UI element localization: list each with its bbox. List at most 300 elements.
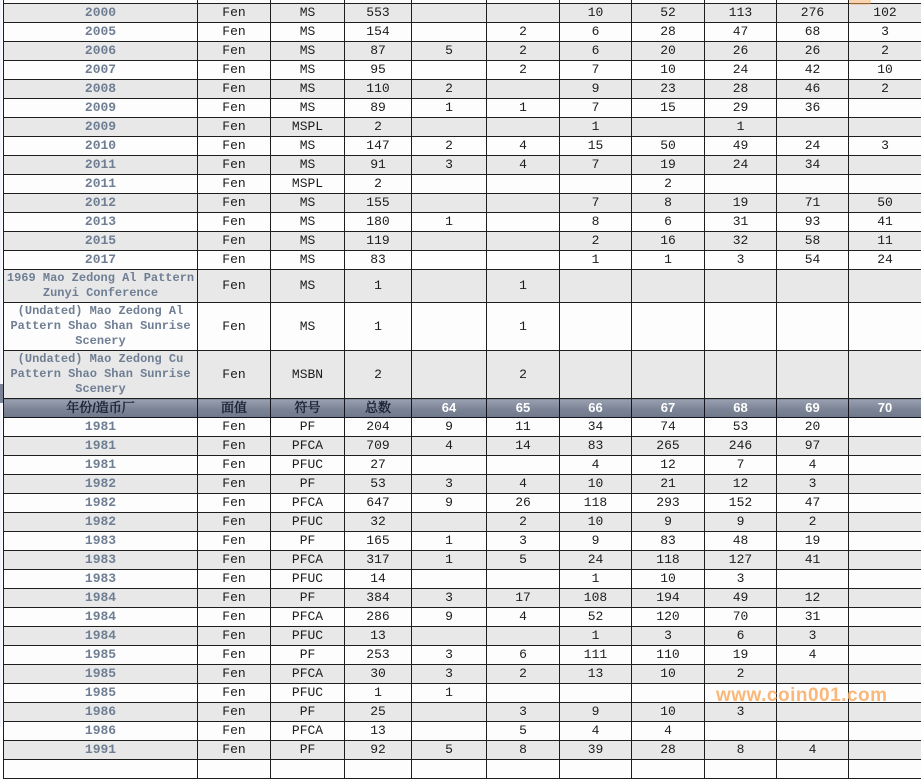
grade-count-cell (849, 513, 921, 532)
grade-count-cell: 68 (777, 23, 849, 42)
grade-count-cell (412, 118, 487, 137)
grade-count-cell: 9 (412, 608, 487, 627)
year-mint-link[interactable]: 1986 (4, 722, 198, 741)
grade-count-cell (849, 551, 921, 570)
column-header-66: 66 (560, 399, 632, 418)
column-header-67: 67 (632, 399, 705, 418)
denomination-cell: Fen (198, 456, 271, 475)
grade-count-cell (412, 513, 487, 532)
year-mint-link[interactable]: 1985 (4, 684, 198, 703)
grade-count-cell (487, 684, 560, 703)
denomination-cell: Fen (198, 703, 271, 722)
empty-cell (198, 760, 271, 779)
grade-symbol-cell: PF (271, 646, 345, 665)
grade-count-cell (487, 570, 560, 589)
table-row (4, 61, 921, 80)
table-row (4, 494, 921, 513)
grade-count-cell: 52 (560, 608, 632, 627)
denomination-cell: Fen (198, 589, 271, 608)
grade-count-cell: 17 (487, 589, 560, 608)
grade-count-cell: 3 (412, 475, 487, 494)
column-header-69: 69 (777, 399, 849, 418)
grade-count-cell: 50 (849, 194, 921, 213)
year-mint-link[interactable]: 1982 (4, 475, 198, 494)
grade-count-cell: 9 (705, 513, 777, 532)
year-mint-link[interactable]: 1986 (4, 703, 198, 722)
grade-count-cell: 6 (560, 42, 632, 61)
denomination-cell: Fen (198, 437, 271, 456)
year-mint-link[interactable]: 1969 Mao Zedong Al Pattern Zunyi Conference (4, 270, 198, 303)
grade-count-cell: 2 (487, 513, 560, 532)
grade-count-cell: 32 (705, 232, 777, 251)
grade-count-cell: 113 (705, 4, 777, 23)
column-header-70: 70 (849, 399, 921, 418)
year-mint-link[interactable]: 2007 (4, 61, 198, 80)
grade-symbol-cell: MS (271, 270, 345, 303)
grade-symbol-cell: MS (271, 194, 345, 213)
grade-count-cell (412, 456, 487, 475)
grade-count-cell: 74 (632, 418, 705, 437)
table-row (4, 23, 921, 42)
year-mint-link[interactable]: 1985 (4, 665, 198, 684)
grade-count-cell: 7 (560, 99, 632, 118)
grade-count-cell: 2 (849, 80, 921, 99)
grade-count-cell: 2 (632, 175, 705, 194)
grade-count-cell (632, 351, 705, 399)
grade-count-cell: 2 (849, 42, 921, 61)
grade-count-cell: 2 (560, 232, 632, 251)
table-row (4, 646, 921, 665)
grade-count-cell: 5 (487, 551, 560, 570)
year-mint-link[interactable]: 2008 (4, 80, 198, 99)
grade-count-cell: 3 (849, 137, 921, 156)
denomination-cell: Fen (198, 61, 271, 80)
grade-count-cell: 2 (487, 351, 560, 399)
grade-count-cell (849, 741, 921, 760)
grade-count-cell (412, 251, 487, 270)
grade-symbol-cell: PFUC (271, 513, 345, 532)
year-mint-link[interactable]: 1981 (4, 456, 198, 475)
grade-count-cell (777, 570, 849, 589)
grade-count-cell: 24 (560, 551, 632, 570)
grade-count-cell (777, 303, 849, 351)
denomination-cell: Fen (198, 627, 271, 646)
grade-count-cell: 3 (412, 646, 487, 665)
grade-symbol-cell: MS (271, 80, 345, 99)
grade-count-cell: 52 (632, 4, 705, 23)
grade-count-cell: 24 (777, 137, 849, 156)
denomination-cell: Fen (198, 494, 271, 513)
grade-count-cell: 1 (412, 99, 487, 118)
pf-section-rows (4, 418, 921, 779)
year-mint-link[interactable]: 1982 (4, 513, 198, 532)
table-row (4, 99, 921, 118)
denomination-cell: Fen (198, 80, 271, 99)
total-count-cell: 154 (345, 23, 412, 42)
grade-symbol-cell: PFCA (271, 551, 345, 570)
column-header-symbol: 符号 (271, 399, 345, 418)
grade-count-cell: 9 (412, 494, 487, 513)
grade-count-cell (849, 722, 921, 741)
grade-count-cell: 2 (777, 513, 849, 532)
year-mint-link[interactable]: 2009 (4, 118, 198, 137)
grade-count-cell (487, 251, 560, 270)
grade-count-cell (849, 589, 921, 608)
table-row (4, 270, 921, 303)
grade-count-cell: 9 (560, 80, 632, 99)
grade-count-cell: 21 (632, 475, 705, 494)
table-row (4, 156, 921, 175)
table-row (4, 351, 921, 399)
grade-count-cell: 118 (632, 551, 705, 570)
grade-count-cell: 10 (632, 665, 705, 684)
total-count-cell: 2 (345, 351, 412, 399)
clipped-row (4, 760, 921, 779)
year-mint-link[interactable]: 1991 (4, 741, 198, 760)
grade-count-cell (412, 270, 487, 303)
grade-count-cell: 3 (412, 665, 487, 684)
grade-count-cell: 1 (412, 213, 487, 232)
year-mint-link[interactable]: 1982 (4, 494, 198, 513)
coin-census-table (3, 0, 921, 779)
table-row (4, 175, 921, 194)
empty-cell (4, 760, 198, 779)
year-mint-link[interactable]: 2005 (4, 23, 198, 42)
grade-count-cell (412, 232, 487, 251)
year-mint-link[interactable]: 1984 (4, 589, 198, 608)
grade-symbol-cell: PF (271, 475, 345, 494)
grade-count-cell: 2 (412, 80, 487, 99)
grade-count-cell: 49 (705, 137, 777, 156)
year-mint-link[interactable]: 2009 (4, 99, 198, 118)
year-mint-link[interactable]: 2015 (4, 232, 198, 251)
year-mint-link[interactable]: 2010 (4, 137, 198, 156)
table-row (4, 665, 921, 684)
grade-count-cell: 12 (705, 475, 777, 494)
grade-count-cell (849, 532, 921, 551)
grade-symbol-cell: MS (271, 4, 345, 23)
grade-symbol-cell: PF (271, 532, 345, 551)
grade-count-cell: 3 (705, 570, 777, 589)
grade-count-cell: 13 (560, 665, 632, 684)
total-count-cell: 89 (345, 99, 412, 118)
grade-count-cell: 1 (560, 118, 632, 137)
empty-cell (560, 760, 632, 779)
grade-count-cell: 3 (777, 475, 849, 494)
grade-count-cell: 7 (560, 61, 632, 80)
column-header-denomination: 面值 (198, 399, 271, 418)
grade-count-cell: 4 (777, 456, 849, 475)
year-mint-link[interactable]: 1983 (4, 551, 198, 570)
grade-count-cell: 4 (487, 156, 560, 175)
watermark-fragment (849, 0, 871, 5)
grade-count-cell: 11 (487, 418, 560, 437)
year-mint-link[interactable]: 1981 (4, 437, 198, 456)
grade-count-cell (487, 175, 560, 194)
grade-count-cell: 34 (777, 156, 849, 175)
grade-count-cell: 2 (487, 23, 560, 42)
grade-count-cell: 276 (777, 4, 849, 23)
year-mint-link[interactable]: 1983 (4, 570, 198, 589)
grade-count-cell: 10 (632, 570, 705, 589)
grade-count-cell: 15 (560, 137, 632, 156)
year-mint-link[interactable]: 2011 (4, 175, 198, 194)
grade-count-cell: 47 (705, 23, 777, 42)
grade-count-cell: 70 (705, 608, 777, 627)
grade-count-cell: 10 (560, 475, 632, 494)
denomination-cell: Fen (198, 118, 271, 137)
grade-count-cell: 47 (777, 494, 849, 513)
grade-count-cell (849, 99, 921, 118)
grade-count-cell (412, 61, 487, 80)
grade-count-cell (849, 303, 921, 351)
grade-symbol-cell: PFUC (271, 456, 345, 475)
total-count-cell: 27 (345, 456, 412, 475)
table-row (4, 42, 921, 61)
grade-count-cell: 31 (705, 213, 777, 232)
table-row (4, 194, 921, 213)
year-mint-link[interactable]: 1984 (4, 627, 198, 646)
grade-count-cell: 118 (560, 494, 632, 513)
grade-count-cell: 3 (412, 156, 487, 175)
grade-count-cell: 127 (705, 551, 777, 570)
grade-symbol-cell: MSBN (271, 351, 345, 399)
grade-count-cell: 1 (560, 251, 632, 270)
total-count-cell: 14 (345, 570, 412, 589)
empty-cell (849, 760, 921, 779)
grade-count-cell: 8 (632, 194, 705, 213)
table-row (4, 513, 921, 532)
year-mint-link[interactable]: 1981 (4, 418, 198, 437)
grade-count-cell: 54 (777, 251, 849, 270)
grade-count-cell (777, 118, 849, 137)
year-mint-link[interactable]: 1983 (4, 532, 198, 551)
year-mint-link[interactable]: 2000 (4, 4, 198, 23)
grade-count-cell (849, 494, 921, 513)
coin001-watermark: www.coin001.com (716, 685, 916, 707)
year-mint-link[interactable]: 2011 (4, 156, 198, 175)
grade-count-cell: 46 (777, 80, 849, 99)
grade-count-cell (412, 627, 487, 646)
grade-count-cell: 26 (487, 494, 560, 513)
grade-count-cell (412, 175, 487, 194)
grade-count-cell: 5 (412, 42, 487, 61)
grade-count-cell: 58 (777, 232, 849, 251)
table-row (4, 118, 921, 137)
grade-count-cell (777, 722, 849, 741)
grade-symbol-cell: MS (271, 137, 345, 156)
grade-count-cell: 246 (705, 437, 777, 456)
grade-count-cell: 111 (560, 646, 632, 665)
table-row (4, 741, 921, 760)
grade-count-cell: 120 (632, 608, 705, 627)
column-header-68: 68 (705, 399, 777, 418)
year-mint-link[interactable]: 1984 (4, 608, 198, 627)
grade-count-cell: 110 (632, 646, 705, 665)
grade-count-cell (487, 232, 560, 251)
grade-count-cell (487, 194, 560, 213)
grade-count-cell: 36 (777, 99, 849, 118)
total-count-cell: 384 (345, 589, 412, 608)
denomination-cell: Fen (198, 351, 271, 399)
grade-count-cell: 8 (487, 741, 560, 760)
grade-count-cell: 20 (632, 42, 705, 61)
grade-count-cell: 29 (705, 99, 777, 118)
empty-cell (345, 760, 412, 779)
grade-symbol-cell: PF (271, 741, 345, 760)
table-row (4, 80, 921, 99)
grade-count-cell (849, 665, 921, 684)
grade-count-cell (849, 118, 921, 137)
grade-count-cell: 24 (849, 251, 921, 270)
year-mint-link[interactable]: (Undated) Mao Zedong Al Pattern Shao Shan Sunrise Scenery (4, 303, 198, 351)
grade-count-cell (560, 351, 632, 399)
denomination-cell: Fen (198, 513, 271, 532)
grade-count-cell (849, 456, 921, 475)
denomination-cell: Fen (198, 722, 271, 741)
grade-count-cell (412, 570, 487, 589)
total-count-cell: 180 (345, 213, 412, 232)
grade-count-cell: 9 (560, 532, 632, 551)
grade-count-cell (632, 270, 705, 303)
grade-count-cell (849, 570, 921, 589)
table-row (4, 475, 921, 494)
total-count-cell: 647 (345, 494, 412, 513)
grade-count-cell: 28 (632, 741, 705, 760)
grade-count-cell: 10 (560, 513, 632, 532)
denomination-cell: Fen (198, 194, 271, 213)
grade-count-cell (412, 4, 487, 23)
table-row (4, 418, 921, 437)
empty-cell (777, 760, 849, 779)
denomination-cell: Fen (198, 23, 271, 42)
year-mint-link[interactable]: 2012 (4, 194, 198, 213)
total-count-cell: 1 (345, 684, 412, 703)
year-mint-link[interactable]: (Undated) Mao Zedong Cu Pattern Shao Shan Sunrise Scenery (4, 351, 198, 399)
grade-symbol-cell: PF (271, 418, 345, 437)
grade-count-cell (777, 665, 849, 684)
table-row (4, 532, 921, 551)
total-count-cell: 13 (345, 627, 412, 646)
grade-count-cell (849, 175, 921, 194)
grade-count-cell: 10 (849, 61, 921, 80)
grade-count-cell (487, 4, 560, 23)
grade-count-cell: 9 (560, 703, 632, 722)
denomination-cell: Fen (198, 532, 271, 551)
grade-symbol-cell: PF (271, 703, 345, 722)
grade-count-cell: 24 (705, 156, 777, 175)
grade-count-cell: 20 (777, 418, 849, 437)
denomination-cell: Fen (198, 42, 271, 61)
grade-count-cell: 28 (632, 23, 705, 42)
grade-count-cell (412, 303, 487, 351)
grade-count-cell: 9 (632, 513, 705, 532)
grade-count-cell (560, 175, 632, 194)
grade-count-cell: 4 (632, 722, 705, 741)
grade-count-cell: 41 (849, 213, 921, 232)
empty-cell (632, 760, 705, 779)
year-mint-link[interactable]: 2006 (4, 42, 198, 61)
grade-count-cell: 5 (487, 722, 560, 741)
denomination-cell: Fen (198, 665, 271, 684)
grade-count-cell: 1 (412, 551, 487, 570)
grade-count-cell: 1 (560, 570, 632, 589)
grade-count-cell: 3 (705, 251, 777, 270)
grade-count-cell (849, 646, 921, 665)
table-row (4, 232, 921, 251)
grade-count-cell (777, 351, 849, 399)
grade-count-cell: 5 (412, 741, 487, 760)
total-count-cell: 25 (345, 703, 412, 722)
grade-count-cell (849, 270, 921, 303)
grade-count-cell (560, 684, 632, 703)
grade-count-cell: 265 (632, 437, 705, 456)
year-mint-link[interactable]: 1985 (4, 646, 198, 665)
grade-symbol-cell: MS (271, 251, 345, 270)
grade-count-cell: 24 (705, 61, 777, 80)
grade-count-cell: 34 (560, 418, 632, 437)
table-row (4, 437, 921, 456)
grade-count-cell (705, 351, 777, 399)
grade-symbol-cell: MSPL (271, 175, 345, 194)
grade-count-cell (412, 722, 487, 741)
grade-count-cell: 42 (777, 61, 849, 80)
total-count-cell: 110 (345, 80, 412, 99)
grade-count-cell: 1 (705, 118, 777, 137)
total-count-cell: 2 (345, 175, 412, 194)
year-mint-link[interactable]: 2013 (4, 213, 198, 232)
grade-symbol-cell: MS (271, 61, 345, 80)
grade-count-cell (487, 213, 560, 232)
table-row (4, 251, 921, 270)
grade-count-cell (412, 703, 487, 722)
grade-count-cell: 4 (560, 722, 632, 741)
grade-count-cell: 8 (560, 213, 632, 232)
denomination-cell: Fen (198, 156, 271, 175)
grade-count-cell: 1 (412, 532, 487, 551)
grade-symbol-cell: PFUC (271, 684, 345, 703)
total-count-cell: 91 (345, 156, 412, 175)
empty-cell (271, 760, 345, 779)
table-row (4, 456, 921, 475)
grade-count-cell: 3 (632, 627, 705, 646)
grade-count-cell: 28 (705, 80, 777, 99)
total-count-cell: 317 (345, 551, 412, 570)
grade-symbol-cell: PFCA (271, 437, 345, 456)
total-count-cell: 30 (345, 665, 412, 684)
grade-count-cell: 7 (560, 156, 632, 175)
grade-count-cell (412, 194, 487, 213)
year-mint-link[interactable]: 2017 (4, 251, 198, 270)
total-count-cell: 147 (345, 137, 412, 156)
grade-count-cell: 9 (412, 418, 487, 437)
denomination-cell: Fen (198, 418, 271, 437)
total-count-cell: 1 (345, 270, 412, 303)
grade-count-cell: 23 (632, 80, 705, 99)
grade-count-cell: 4 (487, 475, 560, 494)
grade-count-cell: 16 (632, 232, 705, 251)
grade-count-cell: 152 (705, 494, 777, 513)
grade-count-cell (849, 475, 921, 494)
denomination-cell: Fen (198, 608, 271, 627)
grade-count-cell (560, 303, 632, 351)
total-count-cell: 83 (345, 251, 412, 270)
grade-symbol-cell: MS (271, 232, 345, 251)
grade-count-cell: 19 (705, 646, 777, 665)
denomination-cell: Fen (198, 551, 271, 570)
grade-count-cell: 14 (487, 437, 560, 456)
grade-count-cell: 50 (632, 137, 705, 156)
